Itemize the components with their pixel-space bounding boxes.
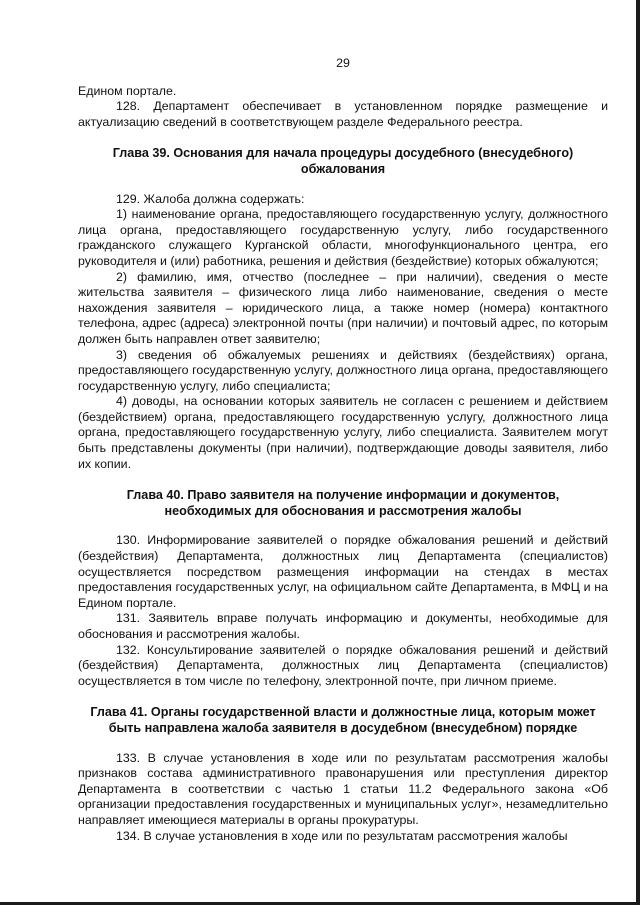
paragraph: 128. Департамент обеспечивает в установленном порядке размещение и актуализацию сведений в соответствующем разделе Федерального реестра. (78, 99, 608, 129)
chapter-heading-line: необходимых для обоснования и рассмотрения жалобы (164, 503, 522, 518)
document-body (78, 84, 608, 845)
paragraph: 129. Жалоба должна содержать: (116, 191, 305, 206)
paragraph: Едином портале. (78, 83, 177, 98)
document-page (78, 56, 608, 844)
chapter-heading-line: Глава 39. Основания для начала процедуры досудебного (внесудебного) (112, 146, 574, 161)
paragraph: 1) наименование органа, предоставляющего государственную услугу, должностного лица органа, предоставляющего государственную услугу, либо государственного гражданского служащего Курганской области, многофункционального центра, его руководителя и (или) работника, решения и действия (бездействие) которых обжалуются; (78, 207, 608, 268)
chapter-heading-line: быть направлена жалоба заявителя в досудебном (внесудебном) порядке (108, 720, 578, 735)
chapter-heading (78, 146, 608, 177)
chapter-heading (78, 488, 608, 519)
paragraph: 132. Консультирование заявителей о порядке обжалования решений и действий (бездействия) Департамента, должностных лиц Департамента (специалистов) осуществляется в том числе по телефону, электронной почте, при личном приеме. (78, 642, 608, 688)
paragraph: 131. Заявитель вправе получать информацию и документы, необходимые для обоснования и рассмотрения жалобы. (78, 611, 608, 641)
paragraph: 3) сведения об обжалуемых решениях и действиях (бездействиях) органа, предоставляющего государственную услугу, должностного лица органа, предоставляющего государственную услугу, либо специалиста; (78, 347, 608, 393)
chapter-heading-line: обжалования (300, 161, 386, 176)
paragraph: 133. В случае установления в ходе или по результатам рассмотрения жалобы признаков состава административного правонарушения или преступления директор Департамента в соответствии с частью 1 статьи 11.2 Федерального закона «Об организации предоставления государственных и муниципальных услуг», незамедлительно направляет имеющиеся материалы в органы прокуратуры. (78, 750, 608, 827)
scan-edge-right (636, 0, 640, 905)
paragraph: 4) доводы, на основании которых заявитель не согласен с решением и действием (бездействием) органа, предоставляющего государственную услугу, должностного лица органа, предоставляющего государственную услугу, либо специалиста. Заявителем могут быть представлены документы (при наличии), подтверждающие доводы заявителя, либо их копии. (78, 394, 608, 471)
chapter-heading-line: Глава 41. Органы государственной власти и должностные лица, которым может (90, 705, 596, 720)
page-number: 29 (336, 56, 350, 70)
paragraph: 130. Информирование заявителей о порядке обжалования решений и действий (бездействия) Департамента, должностных лиц Департамента (специалистов) осуществляется посредством размещения информации на стендах в местах предоставления государственных услуг, на официальном сайте Департамента, в МФЦ и на Едином портале. (78, 533, 608, 610)
chapter-heading-line: Глава 40. Право заявителя на получение информации и документов, (126, 488, 560, 503)
paragraph: 134. В случае установления в ходе или по результатам рассмотрения жалобы (116, 828, 568, 843)
paragraph: 2) фамилию, имя, отчество (последнее – при наличии), сведения о месте жительства заявителя – физического лица либо наименование, сведения о месте нахождения заявителя – юридического лица, а также номер (номера) контактного телефона, адрес (адреса) электронной почты (при наличии) и почтовый адрес, по которым должен быть направлен ответ заявителю; (78, 269, 608, 346)
chapter-heading (78, 705, 608, 736)
